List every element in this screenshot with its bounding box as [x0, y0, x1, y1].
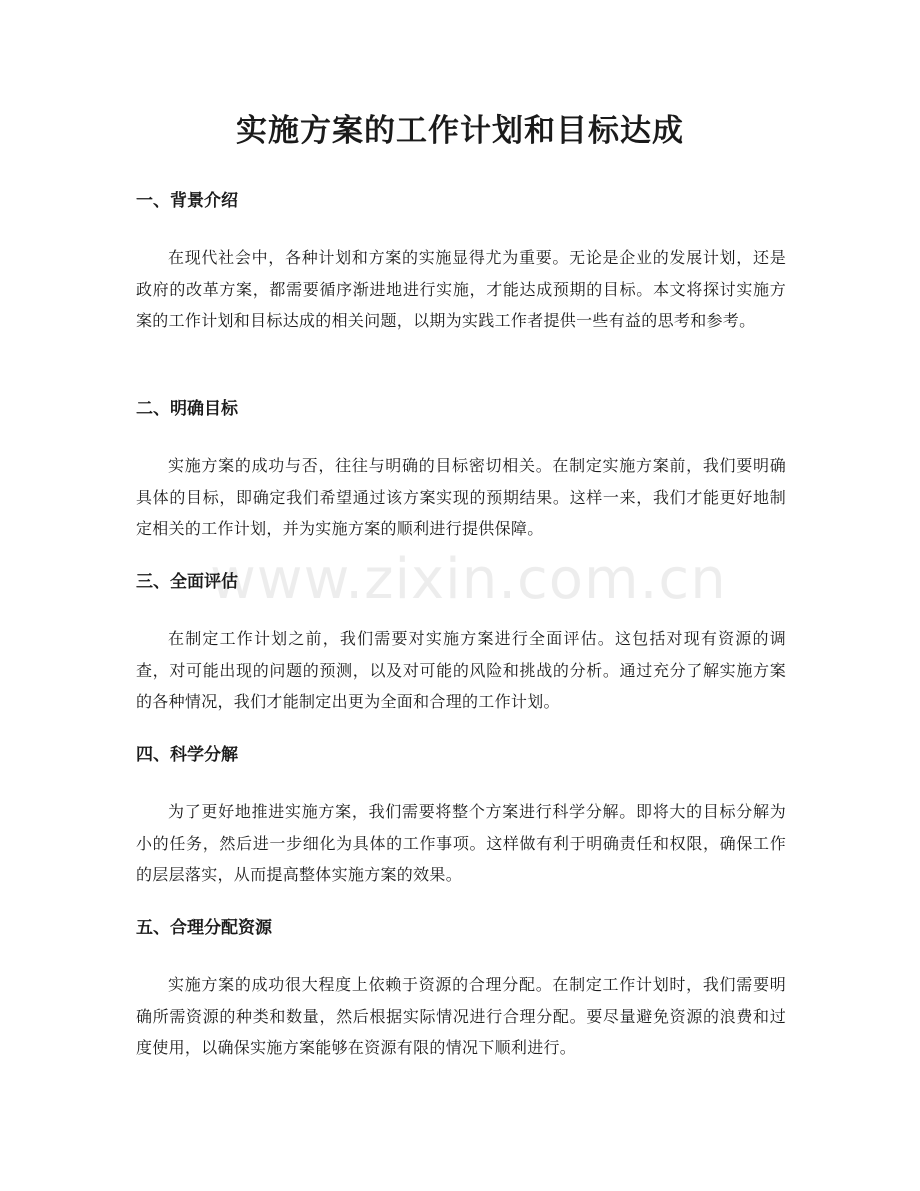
section-heading: 五、合理分配资源 [136, 918, 272, 938]
section-decomposition [136, 742, 786, 891]
section-heading: 二、明确目标 [136, 399, 238, 419]
section-resource-allocation [136, 915, 786, 1064]
section-evaluation [136, 569, 786, 718]
section-background [136, 188, 786, 337]
section-paragraph: 实施方案的成功与否，往往与明确的目标密切相关。在制定实施方案前，我们要明确具体的目标，即确定我们希望通过该方案实现的预期结果。这样一来，我们才能更好地制定相关的工作计划，并为实施方案的顺利进行提供保障。 [136, 456, 786, 538]
document-title: 实施方案的工作计划和目标达成 [236, 113, 684, 149]
section-heading: 四、科学分解 [136, 745, 238, 765]
section-paragraph: 实施方案的成功很大程度上依赖于资源的合理分配。在制定工作计划时，我们需要明确所需资源的种类和数量，然后根据实际情况进行合理分配。要尽量避免资源的浪费和过度使用，以确保实施方案能够在资源有限的情况下顺利进行。 [136, 975, 786, 1057]
section-heading: 三、全面评估 [136, 572, 238, 592]
watermark: www.zixin.com.cn [210, 547, 727, 612]
section-paragraph: 为了更好地推进实施方案，我们需要将整个方案进行科学分解。即将大的目标分解为小的任务，然后进一步细化为具体的工作事项。这样做有利于明确责任和权限，确保工作的层层落实，从而提高整体实施方案的效果。 [136, 802, 786, 884]
section-heading: 一、背景介绍 [136, 191, 238, 211]
section-clear-goals [136, 396, 786, 545]
section-paragraph: 在现代社会中，各种计划和方案的实施显得尤为重要。无论是企业的发展计划，还是政府的改革方案，都需要循序渐进地进行实施，才能达成预期的目标。本文将探讨实施方案的工作计划和目标达成的相关问题，以期为实践工作者提供一些有益的思考和参考。 [136, 248, 786, 330]
section-paragraph: 在制定工作计划之前，我们需要对实施方案进行全面评估。这包括对现有资源的调查，对可能出现的问题的预测，以及对可能的风险和挑战的分析。通过充分了解实施方案的各种情况，我们才能制定出更为全面和合理的工作计划。 [136, 629, 786, 711]
